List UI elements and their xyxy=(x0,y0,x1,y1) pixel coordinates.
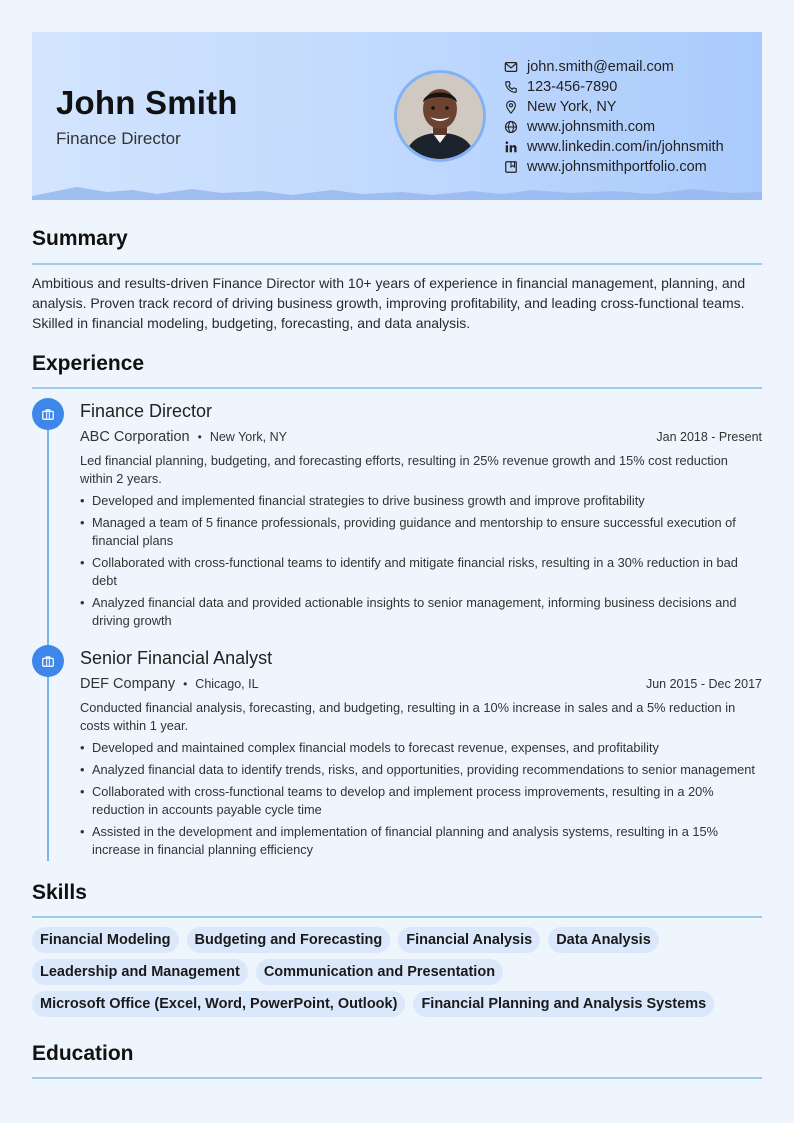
contact-email[interactable] xyxy=(504,57,724,77)
skills-divider xyxy=(32,916,762,918)
location-pin-icon xyxy=(504,100,518,114)
briefcase-icon xyxy=(41,654,55,668)
briefcase-icon xyxy=(41,407,55,421)
contact-website[interactable] xyxy=(504,117,724,137)
summary-text: Ambitious and results-driven Finance Director with 10+ years of experience in financial management, planning, and analysis. Proven track record of driving business growth, improving profitability, and leading cross-functional teams. Skilled in financial modeling, budgeting, forecasting, and data analysis. xyxy=(32,275,746,331)
skills-list xyxy=(32,927,772,1023)
list-item: • Managed a team of 5 finance professionals, providing guidance and mentorship to ensure successful execution of financial plans xyxy=(80,514,764,550)
job-company-line xyxy=(80,429,287,445)
skill-chip: Financial Analysis xyxy=(398,927,540,953)
summary-heading: Summary xyxy=(32,227,128,250)
list-item: • Assisted in the development and implementation of financial planning and analysis systems, resulting in a 15% increase in financial planning efficiency xyxy=(80,823,764,859)
header-wave-decoration xyxy=(32,186,762,200)
contact-portfolio-text: www.johnsmithportfolio.com xyxy=(527,159,707,175)
summary-divider xyxy=(32,263,762,265)
education-divider xyxy=(32,1077,762,1079)
skill-chip: Microsoft Office (Excel, Word, PowerPoint, Outlook) xyxy=(32,991,405,1017)
contact-email-text: john.smith@email.com xyxy=(527,59,674,75)
job-location: Chicago, IL xyxy=(195,677,259,691)
education-heading: Education xyxy=(32,1042,134,1065)
list-item: • Developed and implemented financial strategies to drive business growth and improve profitability xyxy=(80,492,764,510)
list-item: • Collaborated with cross-functional teams to identify and mitigate financial risks, resulting in a 30% reduction in bad debt xyxy=(80,554,764,590)
skill-chip: Communication and Presentation xyxy=(256,959,503,985)
separator-dot: • xyxy=(197,430,202,444)
experience-heading: Experience xyxy=(32,352,145,375)
contact-phone[interactable] xyxy=(504,77,724,97)
job-achievements xyxy=(80,492,764,634)
job-title: Finance Director xyxy=(80,401,213,421)
list-item: • Developed and maintained complex financial models to forecast revenue, expenses, and profitability xyxy=(80,739,764,757)
contact-location xyxy=(504,97,724,117)
separator-dot: • xyxy=(183,677,188,691)
resume-header xyxy=(32,32,762,200)
job-dates: Jan 2018 - Present xyxy=(656,430,762,444)
list-item: • Collaborated with cross-functional teams to develop and implement process improvements, resulting in a 20% reduction in accounts payable cycle time xyxy=(80,783,764,819)
portfolio-icon xyxy=(504,160,518,174)
contact-list xyxy=(504,57,724,177)
experience-timeline xyxy=(47,413,49,861)
candidate-name: John Smith xyxy=(56,84,238,121)
contact-portfolio[interactable] xyxy=(504,157,724,177)
job-description: Led financial planning, budgeting, and forecasting efforts, resulting in 25% revenue growth and 15% cost reduction within 2 years. xyxy=(80,453,728,486)
linkedin-icon xyxy=(504,140,518,154)
profile-photo xyxy=(394,70,486,162)
job-company: DEF Company xyxy=(80,676,176,692)
timeline-marker xyxy=(32,398,64,430)
job-description: Conducted financial analysis, forecasting, and budgeting, resulting in a 10% increase in sales and a 5% reduction in costs within 1 year. xyxy=(80,700,736,733)
job-company-line xyxy=(80,676,259,692)
skill-chip: Financial Planning and Analysis Systems xyxy=(413,991,714,1017)
skill-chip: Leadership and Management xyxy=(32,959,248,985)
phone-icon xyxy=(504,80,518,94)
skill-chip: Financial Modeling xyxy=(32,927,179,953)
contact-location-text: New York, NY xyxy=(527,99,617,115)
contact-linkedin[interactable] xyxy=(504,137,724,157)
experience-divider xyxy=(32,387,762,389)
contact-website-text: www.johnsmith.com xyxy=(527,119,656,135)
job-company: ABC Corporation xyxy=(80,429,190,445)
job-location: New York, NY xyxy=(209,430,287,444)
job-achievements xyxy=(80,739,764,863)
globe-icon xyxy=(504,120,518,134)
timeline-marker xyxy=(32,645,64,677)
skills-heading: Skills xyxy=(32,881,87,904)
contact-phone-text: 123-456-7890 xyxy=(527,79,618,95)
candidate-role: Finance Director xyxy=(56,129,181,148)
contact-linkedin-text: www.linkedin.com/in/johnsmith xyxy=(527,139,724,155)
email-icon xyxy=(504,60,518,74)
list-item: • Analyzed financial data and provided actionable insights to senior management, informing business decisions and driving growth xyxy=(80,594,764,630)
skill-chip: Budgeting and Forecasting xyxy=(187,927,391,953)
job-dates: Jun 2015 - Dec 2017 xyxy=(645,677,762,691)
skill-chip: Data Analysis xyxy=(548,927,659,953)
list-item: • Analyzed financial data to identify trends, risks, and opportunities, providing recommendations to senior management xyxy=(80,761,764,779)
job-title: Senior Financial Analyst xyxy=(80,648,273,668)
